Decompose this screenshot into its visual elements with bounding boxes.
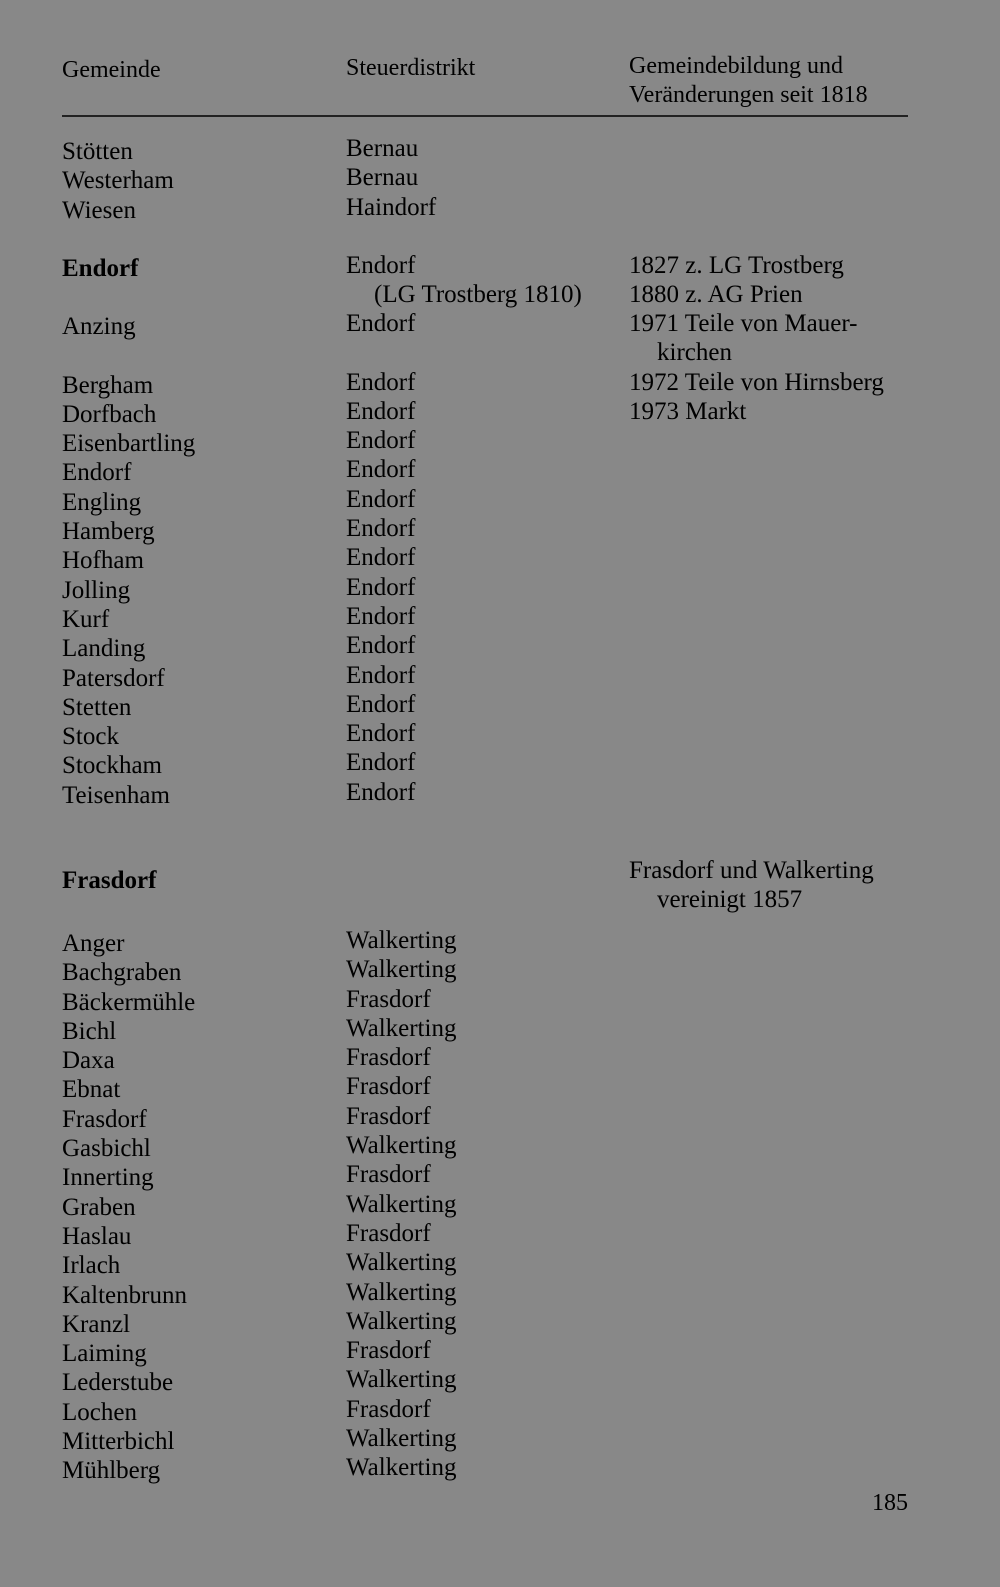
- district-cell: Endorf: [346, 515, 416, 543]
- district-cell: Frasdorf: [346, 1044, 431, 1072]
- table-row: [0, 1161, 1000, 1193]
- district-cell: Walkerting: [346, 1425, 457, 1453]
- block1-rows: [0, 135, 1000, 226]
- district-cell: Bernau: [346, 164, 419, 192]
- district-cell: Endorf: [346, 368, 416, 396]
- block3-header: [0, 857, 1000, 924]
- block2-header: [0, 252, 1000, 314]
- district-cell: Endorf: [346, 602, 416, 630]
- district-cell: Endorf: [346, 544, 416, 572]
- gemeinde-cell: Kaltenbrunn: [62, 1281, 187, 1309]
- district-cell: Walkerting: [346, 1249, 457, 1277]
- table-row: [0, 1307, 1000, 1340]
- gemeinde-cell: Stötten: [62, 138, 133, 165]
- table-row: [0, 1044, 1000, 1076]
- gemeinde-cell: Anger: [62, 930, 125, 957]
- table-row: [0, 1073, 1000, 1105]
- gemeinde-cell: Westerham: [62, 167, 174, 195]
- gemeinde-cell: Stock: [62, 723, 119, 751]
- table-row: [0, 720, 1000, 752]
- table-row: [0, 427, 1000, 459]
- gemeinde-cell: Kranzl: [62, 1310, 131, 1338]
- table-row: [0, 397, 1000, 430]
- gemeinde-cell: Patersdorf: [62, 664, 165, 692]
- district-cell: Endorf: [346, 427, 416, 455]
- district-cell: Walkerting: [346, 1014, 457, 1042]
- district-cell: Frasdorf: [346, 1073, 431, 1101]
- note-cell: Frasdorf und Walkerting: [629, 857, 874, 884]
- page-number: 185: [872, 1490, 908, 1516]
- table-row: [0, 515, 1000, 547]
- gemeinde-cell: Lochen: [62, 1398, 137, 1426]
- district-cell: Walkerting: [346, 1366, 457, 1394]
- district-cell: Endorf: [346, 573, 416, 601]
- district-cell: Frasdorf: [346, 1395, 431, 1423]
- table-row: [0, 339, 1000, 371]
- table-row: [0, 544, 1000, 576]
- table-row: [0, 1425, 1000, 1457]
- table-row: [0, 661, 1000, 694]
- header-gemeinde: Gemeinde: [62, 57, 161, 83]
- table-row: [0, 252, 1000, 284]
- gemeinde-cell: Eisenbartling: [62, 430, 196, 458]
- header-rule: [62, 115, 908, 117]
- district-cell: Walkerting: [346, 1278, 457, 1306]
- table-row: [0, 193, 1000, 226]
- header-steuerdistrikt: Steuerdistrikt: [346, 55, 476, 81]
- table-row: [0, 1366, 1000, 1398]
- gemeinde-cell: Dorfbach: [62, 400, 157, 428]
- table-row: [0, 573, 1000, 606]
- note-cell: kirchen: [657, 339, 732, 367]
- header-gemeindebildung-line2: Veränderungen seit 1818: [629, 82, 868, 108]
- table-row: [0, 749, 1000, 781]
- district-cell: Endorf: [346, 485, 416, 513]
- district-cell: Frasdorf: [346, 1219, 431, 1247]
- table-row: [0, 1102, 1000, 1135]
- table-row: [0, 632, 1000, 664]
- block2-rows: [0, 310, 1000, 811]
- gemeinde-cell: Frasdorf: [62, 1105, 147, 1133]
- district-cell: Endorf: [346, 690, 416, 718]
- gemeinde-cell: Ebnat: [62, 1076, 121, 1104]
- table-row: [0, 985, 1000, 1018]
- note-cell: 1972 Teile von Hirnsberg: [629, 368, 884, 396]
- gemeinde-cell: Jolling: [62, 576, 131, 604]
- gemeinde-cell: Lederstube: [62, 1369, 174, 1397]
- gemeinde-cell: Mitterbichl: [62, 1428, 175, 1456]
- district-cell: Walkerting: [346, 1454, 457, 1482]
- district-cell: Endorf: [346, 397, 416, 425]
- district-cell: Walkerting: [346, 927, 457, 954]
- table-row: [0, 1278, 1000, 1311]
- gemeinde-cell: Stockham: [62, 752, 162, 780]
- table-row: [0, 1454, 1000, 1486]
- district-cell: Endorf: [346, 310, 416, 337]
- table-row: [0, 164, 1000, 196]
- district-cell: Frasdorf: [346, 1337, 431, 1365]
- gemeinde-cell: Irlach: [62, 1252, 121, 1280]
- gemeinde-cell: Hamberg: [62, 518, 155, 546]
- table-row: [0, 456, 1000, 488]
- gemeinde-cell: Stetten: [62, 693, 132, 721]
- gemeinde-cell: Wiesen: [62, 196, 136, 224]
- gemeinde-title: Endorf: [62, 255, 139, 282]
- note-cell: 1827 z. LG Trostberg: [629, 252, 844, 279]
- table-row: [0, 602, 1000, 635]
- district-cell: Endorf: [346, 749, 416, 777]
- gemeinde-cell: Landing: [62, 635, 146, 663]
- gemeinde-cell: Kurf: [62, 605, 110, 633]
- table-row: [0, 1395, 1000, 1428]
- gemeinde-cell: Bäckermühle: [62, 988, 196, 1016]
- district-cell: Endorf: [346, 456, 416, 484]
- district-cell: Endorf: [346, 632, 416, 660]
- district-cell: Walkerting: [346, 956, 457, 984]
- table-row: [0, 1014, 1000, 1047]
- table-row: [0, 857, 1000, 894]
- district-cell: Walkerting: [346, 1132, 457, 1160]
- table-row: [0, 956, 1000, 988]
- district-cell: Endorf: [346, 252, 416, 279]
- district-cell: Frasdorf: [346, 1102, 431, 1130]
- gemeinde-cell: Mühlberg: [62, 1457, 161, 1485]
- table-row: [0, 1219, 1000, 1252]
- gemeinde-cell: Endorf: [62, 459, 132, 487]
- district-cell: Frasdorf: [346, 985, 431, 1013]
- gemeinde-cell: Laiming: [62, 1340, 147, 1368]
- table-row: [0, 135, 1000, 167]
- table-row: [0, 368, 1000, 401]
- block3-rows: [0, 927, 1000, 1487]
- gemeinde-cell: Anzing: [62, 313, 136, 340]
- table-row: [0, 1249, 1000, 1281]
- gemeinde-cell: Engling: [62, 488, 142, 516]
- gemeinde-cell: Teisenham: [62, 781, 170, 809]
- gemeinde-cell: Hofham: [62, 547, 144, 575]
- gemeinde-cell: Innerting: [62, 1164, 154, 1192]
- district-cell: Endorf: [346, 778, 416, 806]
- gemeinde-cell: Graben: [62, 1193, 136, 1221]
- table-row: [0, 886, 1000, 923]
- table-row: [0, 778, 1000, 811]
- gemeinde-cell: Bachgraben: [62, 959, 182, 987]
- table-row: [0, 927, 1000, 959]
- table-row: [0, 310, 1000, 342]
- gemeinde-cell: Haslau: [62, 1222, 132, 1250]
- gemeinde-cell: Bergham: [62, 371, 154, 399]
- note-cell: vereinigt 1857: [657, 886, 803, 914]
- table-row: [0, 485, 1000, 518]
- gemeinde-cell: Daxa: [62, 1047, 115, 1075]
- header-gemeindebildung-line1: Gemeindebildung und: [629, 53, 843, 79]
- gemeinde-cell: Gasbichl: [62, 1135, 151, 1163]
- table-row: [0, 1337, 1000, 1369]
- district-cell: Frasdorf: [346, 1161, 431, 1189]
- gemeinde-title: Frasdorf: [62, 867, 157, 894]
- note-cell: 1973 Markt: [629, 397, 747, 425]
- district-note: (LG Trostberg 1810): [374, 281, 582, 309]
- table-row: [0, 1132, 1000, 1164]
- district-cell: Walkerting: [346, 1190, 457, 1218]
- note-cell: 1880 z. AG Prien: [629, 281, 803, 309]
- district-cell: Walkerting: [346, 1307, 457, 1335]
- gemeinde-cell: Bichl: [62, 1017, 117, 1045]
- district-cell: Endorf: [346, 720, 416, 748]
- note-cell: 1971 Teile von Mauer-: [629, 310, 858, 337]
- district-cell: Haindorf: [346, 193, 437, 221]
- table-row: [0, 690, 1000, 723]
- table-row: [0, 1190, 1000, 1223]
- district-cell: Endorf: [346, 661, 416, 689]
- district-cell: Bernau: [346, 135, 419, 162]
